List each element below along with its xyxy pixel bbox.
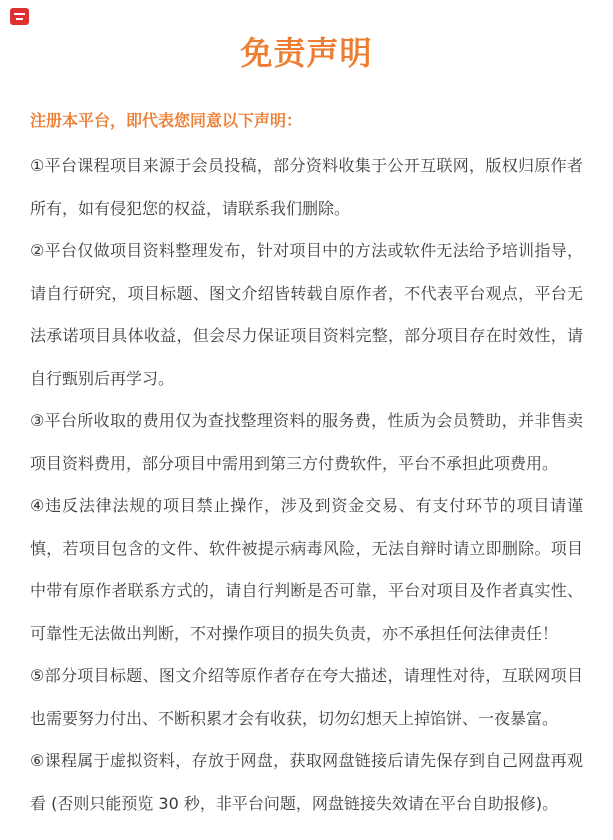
page-title: 免责声明 bbox=[240, 34, 373, 72]
lead-statement: 注册本平台，即代表您同意以下声明： bbox=[30, 111, 303, 130]
disclaimer-paragraph-3: ③平台所收取的费用仅为查找整理资料的服务费，性质为会员赞助，并非售卖项目资料费用，部分项目中需用到第三方付费软件，平台不承担此项费用。 bbox=[30, 411, 583, 473]
disclaimer-paragraph-5: ⑤部分项目标题、图文介绍等原作者存在夸大描述，请理性对待，互联网项目也需要努力付出、不断积累才会有收获，切勿幻想天上掉馅饼、一夜暴富。 bbox=[30, 666, 583, 728]
disclaimer-paragraph-4: ④违反法律法规的项目禁止操作，涉及到资金交易、有支付环节的项目请谨慎，若项目包含的文件、软件被提示病毒风险，无法自辩时请立即删除。项目中带有原作者联系方式的，请自行判断是否可靠，平台对项目及作者真实性、可靠性无法做出判断，不对操作项目的损失负责，亦不承担任何法律责任！ bbox=[30, 496, 583, 643]
disclaimer-content bbox=[30, 145, 583, 825]
disclaimer-paragraph-6: ⑥课程属于虚拟资料，存放于网盘，获取网盘链接后请先保存到自己网盘再观看 (否则只能预览 30 秒，非平台问题，网盘链接失效请在平台自助报修)。 bbox=[30, 751, 583, 813]
red-stamp-icon bbox=[10, 8, 29, 25]
disclaimer-paragraph-1: ①平台课程项目来源于会员投稿，部分资料收集于公开互联网，版权归原作者所有，如有侵犯您的权益，请联系我们删除。 bbox=[30, 156, 583, 218]
disclaimer-paragraph-2: ②平台仅做项目资料整理发布，针对项目中的方法或软件无法给予培训指导，请自行研究，项目标题、图文介绍皆转载自原作者，不代表平台观点，平台无法承诺项目具体收益，但会尽力保证项目资料完整，部分项目存在时效性，请自行甄别后再学习。 bbox=[30, 241, 583, 388]
